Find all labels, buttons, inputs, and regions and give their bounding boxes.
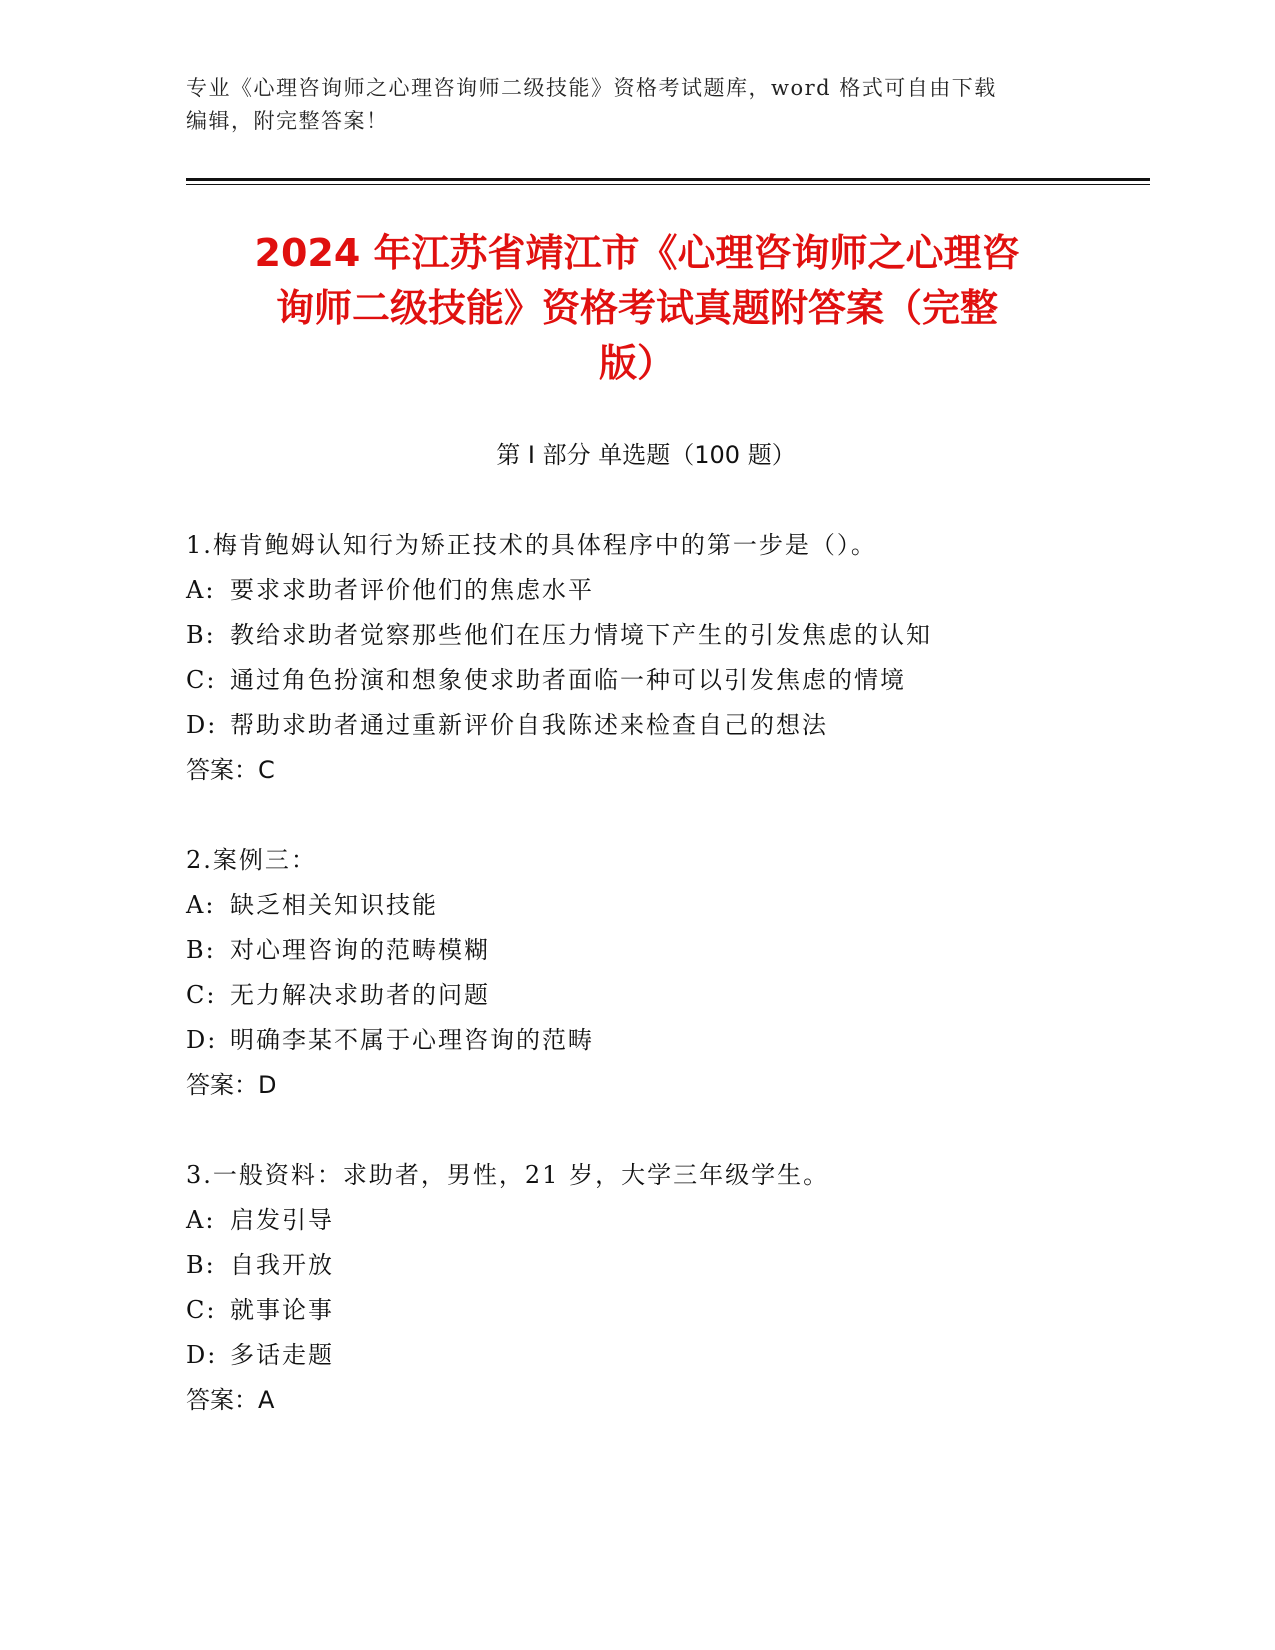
option-key: A: <box>186 576 216 604</box>
option-c <box>186 973 1106 1018</box>
answer-line: 答案：D <box>186 1071 277 1099</box>
option-key: C: <box>186 1296 217 1324</box>
answer-line: 答案：C <box>186 756 275 784</box>
question-2 <box>186 838 1106 1108</box>
header-note-line-1: 专业《心理咨询师之心理咨询师二级技能》资格考试题库，word 格式可自由下载 <box>186 76 997 100</box>
option-d <box>186 1333 1106 1378</box>
answer-line: 答案：A <box>186 1386 275 1414</box>
question-1 <box>186 523 1106 793</box>
option-key: B: <box>186 936 216 964</box>
option-b <box>186 613 1106 658</box>
option-c <box>186 658 1106 703</box>
option-text: 通过角色扮演和想象使求助者面临一种可以引发焦虑的情境 <box>230 666 906 694</box>
option-key: D: <box>186 1341 218 1369</box>
option-key: A: <box>186 1206 216 1234</box>
question-stem: 3.一般资料：求助者，男性，21 岁，大学三年级学生。 <box>186 1161 830 1189</box>
option-c <box>186 1288 1106 1333</box>
header-divider-thin <box>186 184 1150 185</box>
option-text: 就事论事 <box>230 1296 334 1324</box>
question-stem: 2.案例三： <box>186 846 317 874</box>
option-key: B: <box>186 1251 216 1279</box>
option-text: 缺乏相关知识技能 <box>230 891 438 919</box>
option-a <box>186 883 1106 928</box>
question-list <box>186 523 1106 1468</box>
option-d <box>186 1018 1106 1063</box>
question-stem: 1.梅肯鲍姆认知行为矫正技术的具体程序中的第一步是（）。 <box>186 531 877 559</box>
option-key: B: <box>186 621 216 649</box>
option-text: 多话走题 <box>230 1341 334 1369</box>
section-heading: 第 I 部分 单选题（100 题） <box>496 441 796 469</box>
option-key: C: <box>186 981 217 1009</box>
option-d <box>186 703 1106 748</box>
option-key: D: <box>186 1026 218 1054</box>
option-a <box>186 1198 1106 1243</box>
option-b <box>186 1243 1106 1288</box>
option-text: 对心理咨询的范畴模糊 <box>230 936 490 964</box>
option-b <box>186 928 1106 973</box>
document-title-line-2: 询师二级技能》资格考试真题附答案（完整 <box>275 286 998 330</box>
option-text: 帮助求助者通过重新评价自我陈述来检查自己的想法 <box>230 711 828 739</box>
header-note-line-2: 编辑，附完整答案！ <box>186 109 389 133</box>
document-title-line-1: 2024 年江苏省靖江市《心理咨询师之心理咨 <box>254 231 1020 275</box>
option-text: 无力解决求助者的问题 <box>230 981 490 1009</box>
option-text: 启发引导 <box>230 1206 334 1234</box>
option-text: 要求求助者评价他们的焦虑水平 <box>230 576 594 604</box>
option-key: C: <box>186 666 217 694</box>
option-key: D: <box>186 711 218 739</box>
document-title-line-3: 版） <box>598 341 675 385</box>
header-divider-thick <box>186 178 1150 181</box>
option-text: 明确李某不属于心理咨询的范畴 <box>230 1026 594 1054</box>
document-title <box>176 226 1098 391</box>
header-note <box>186 72 1086 138</box>
option-text: 教给求助者觉察那些他们在压力情境下产生的引发焦虑的认知 <box>230 621 932 649</box>
option-key: A: <box>186 891 216 919</box>
option-a <box>186 568 1106 613</box>
option-text: 自我开放 <box>230 1251 334 1279</box>
question-3 <box>186 1153 1106 1423</box>
